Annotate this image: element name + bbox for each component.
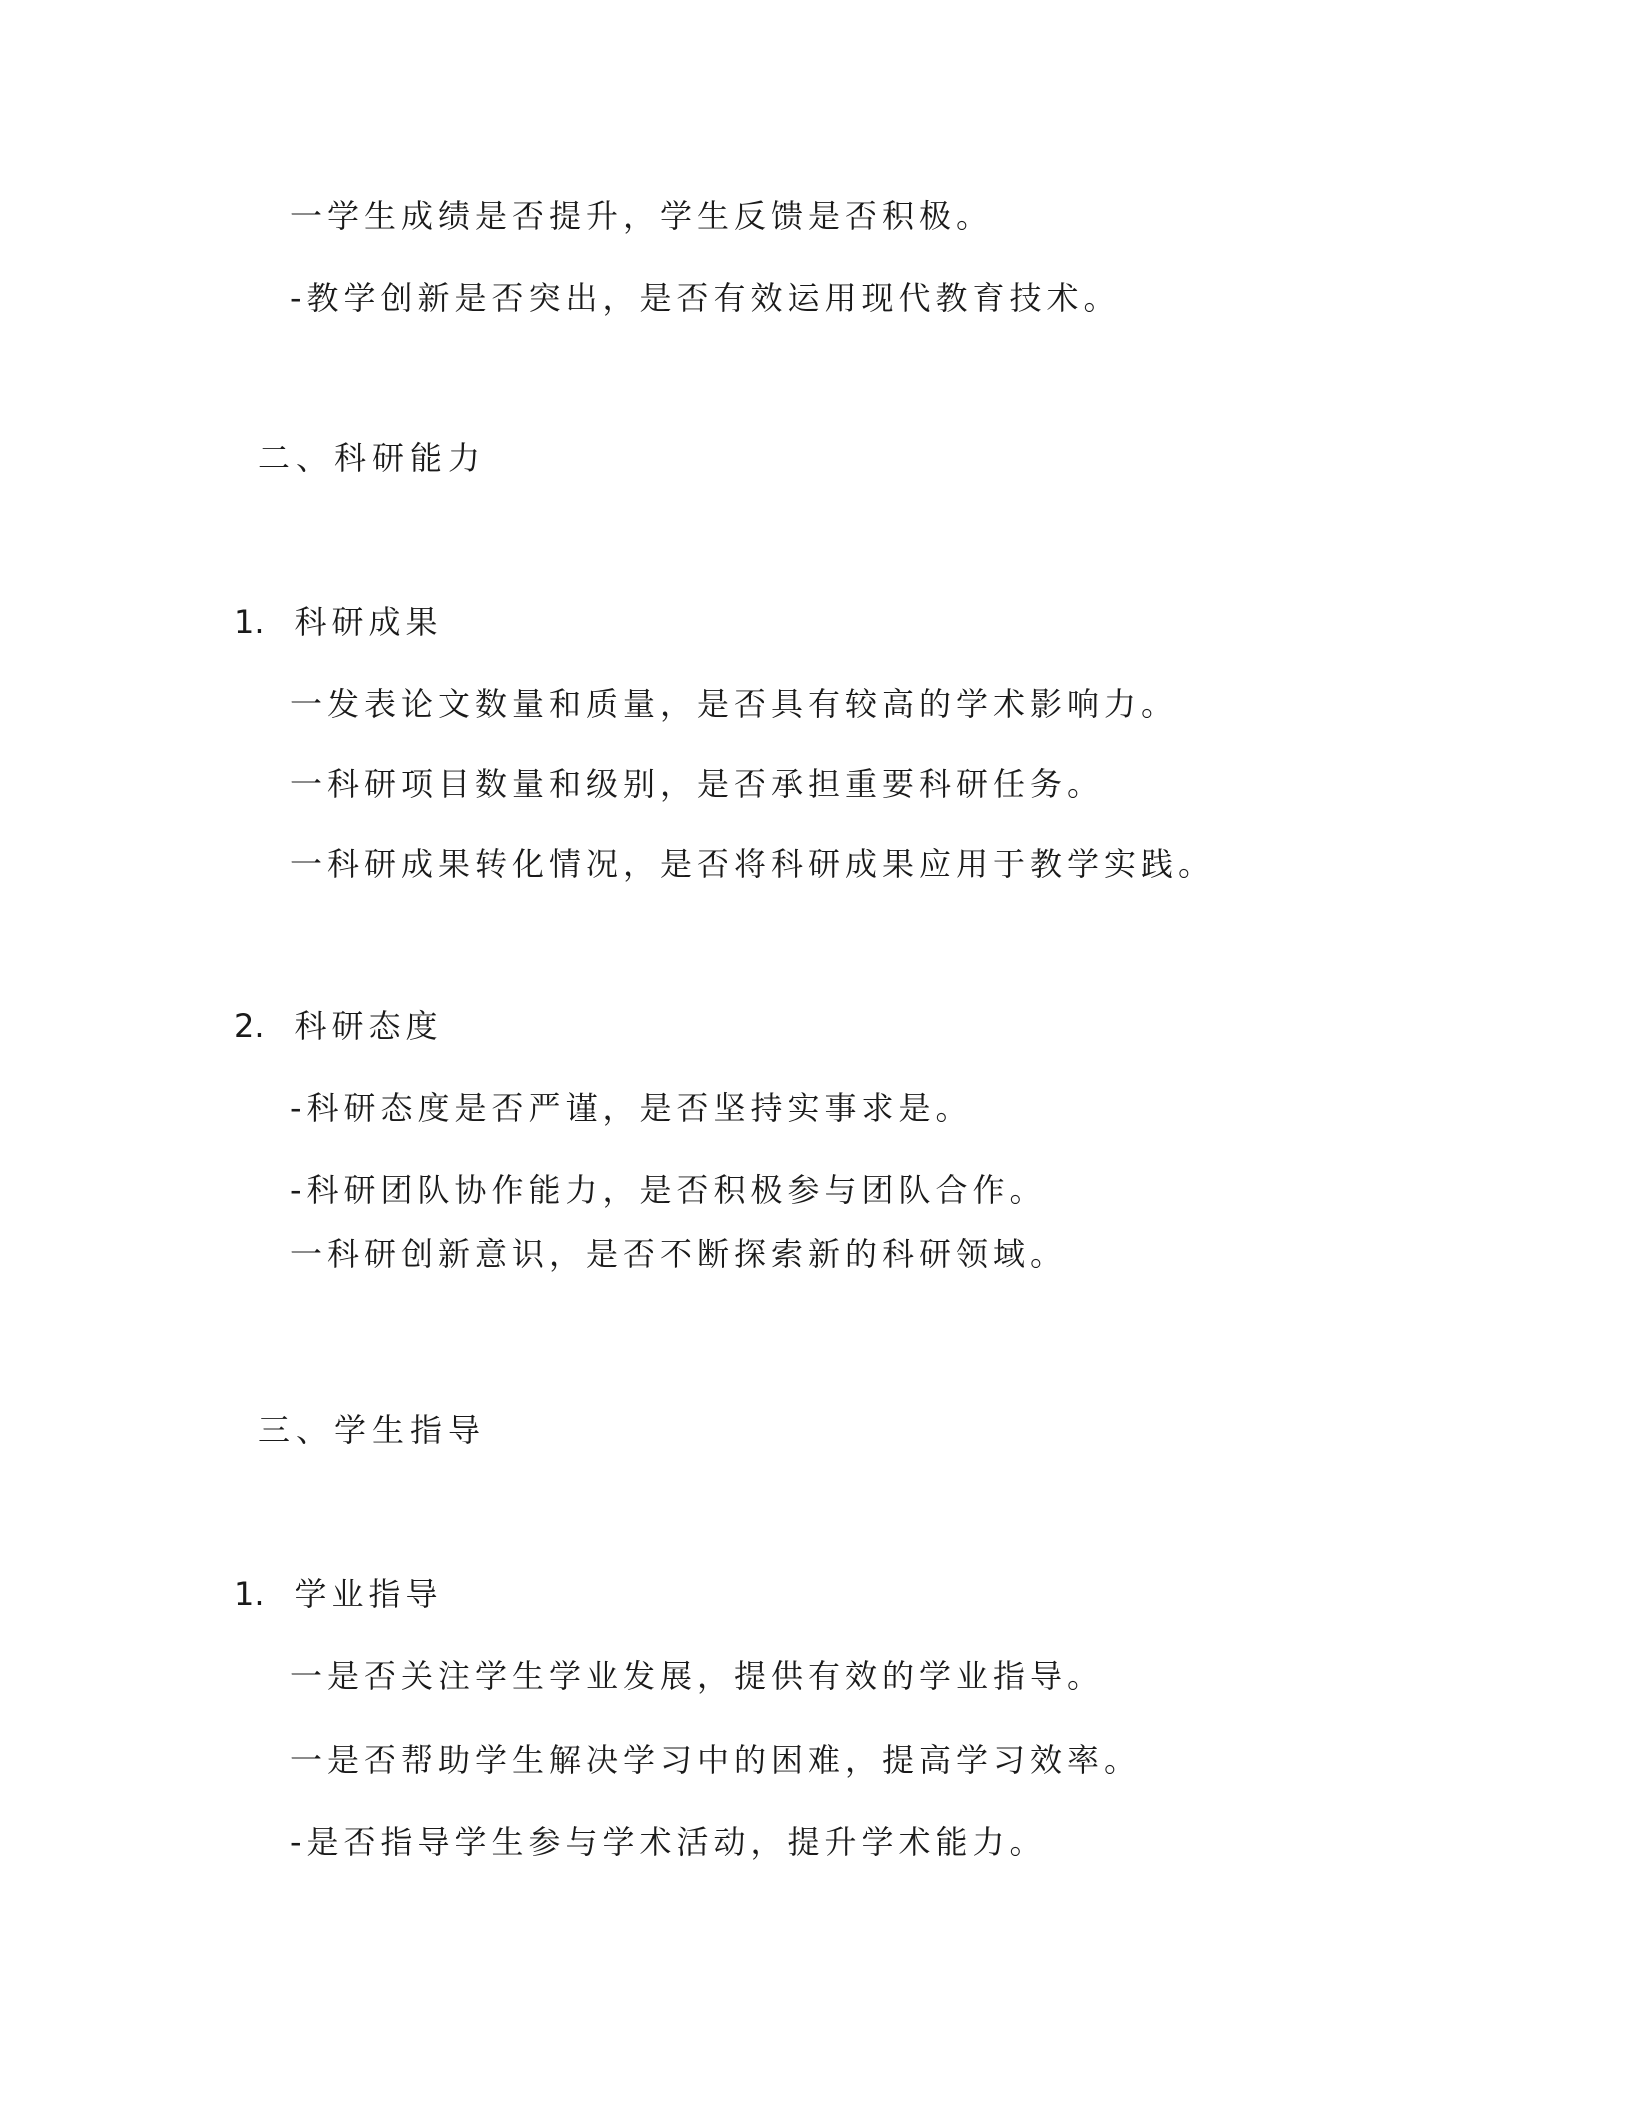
subsection-title: 科研成果: [294, 603, 443, 641]
bullet-line: 一发表论文数量和质量，是否具有较高的学术影响力。: [290, 685, 1179, 723]
bullet-line: 一是否帮助学生解决学习中的困难，提高学习效率。: [290, 1741, 1142, 1779]
bullet-line: 一科研项目数量和级别，是否承担重要科研任务。: [290, 765, 1105, 803]
section-heading: 三、学生指导: [258, 1411, 487, 1449]
subsection-title: 学业指导: [294, 1575, 443, 1613]
bullet-line: -科研团队协作能力，是否积极参与团队合作。: [290, 1171, 1047, 1209]
subsection-heading: [234, 1574, 443, 1614]
bullet-line: -科研态度是否严谨，是否坚持实事求是。: [290, 1089, 973, 1127]
section-heading: 二、科研能力: [258, 439, 487, 477]
bullet-line: 一学生成绩是否提升，学生反馈是否积极。: [290, 197, 994, 235]
bullet-line: 一是否关注学生学业发展，提供有效的学业指导。: [290, 1657, 1105, 1695]
bullet-line: 一科研创新意识，是否不断探索新的科研领域。: [290, 1235, 1068, 1273]
subsection-number: 1.: [234, 603, 265, 641]
subsection-heading: [234, 602, 443, 642]
subsection-number: 1.: [234, 1575, 265, 1613]
subsection-title: 科研态度: [294, 1007, 443, 1045]
bullet-line: -教学创新是否突出，是否有效运用现代教育技术。: [290, 279, 1121, 317]
subsection-number: 2.: [234, 1007, 265, 1045]
bullet-line: 一科研成果转化情况，是否将科研成果应用于教学实践。: [290, 845, 1216, 883]
subsection-heading: [234, 1006, 443, 1046]
bullet-line: -是否指导学生参与学术活动，提升学术能力。: [290, 1823, 1047, 1861]
